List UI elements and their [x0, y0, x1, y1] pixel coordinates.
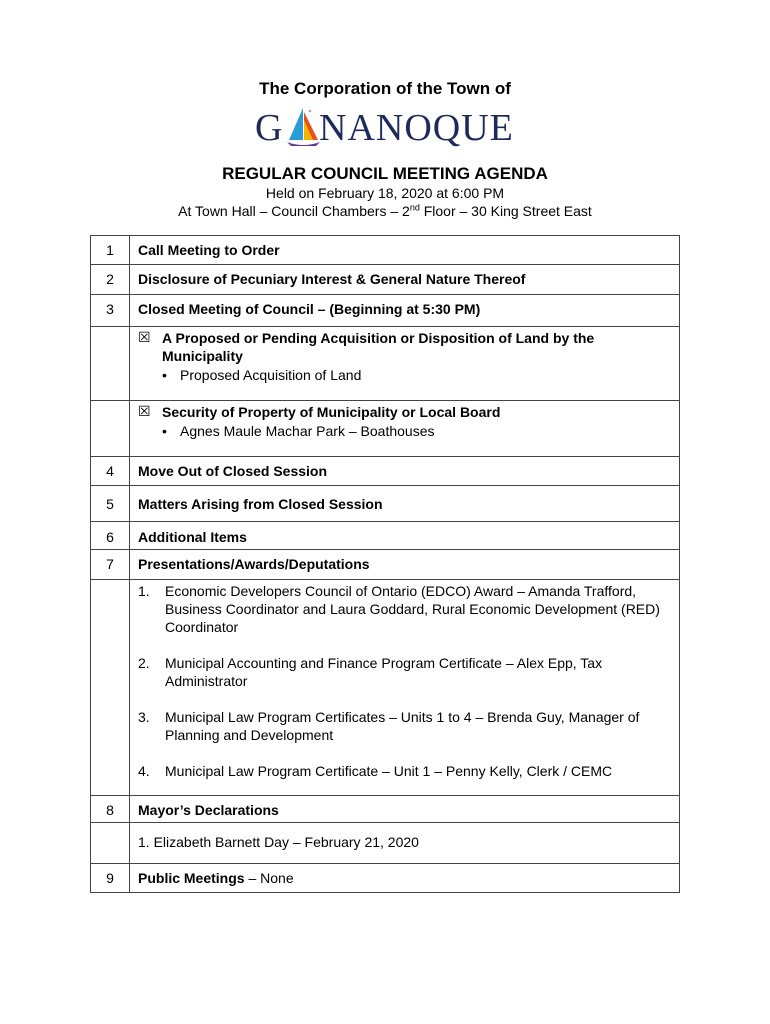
item-number: 4	[91, 457, 130, 486]
list-item: 3. Municipal Law Program Certificates – Units 1 to 4 – Brenda Guy, Manager of Planning and Development	[138, 709, 640, 743]
agenda-row-4	[91, 457, 680, 486]
item-title: Presentations/Awards/Deputations	[130, 550, 680, 580]
bullet-icon: •	[162, 423, 167, 439]
item-title: Additional Items	[130, 522, 680, 550]
subitem-bullet: Agnes Maule Machar Park – Boathouses	[180, 423, 435, 439]
item-number: 7	[91, 550, 130, 580]
item-number: 3	[91, 295, 130, 327]
item-title: Call Meeting to Order	[130, 236, 680, 265]
agenda-row-6	[91, 522, 680, 550]
agenda-row-3-sub-1	[91, 327, 680, 401]
logo-letter-g: G	[255, 107, 284, 149]
item-number: 9	[91, 864, 130, 893]
subitem-title: A Proposed or Pending Acquisition or Disposition of Land by the Municipality	[162, 330, 595, 364]
checked-box-icon: ☒	[138, 403, 151, 419]
agenda-row-3	[91, 295, 680, 327]
agenda-row-1	[91, 236, 680, 265]
item-number: 6	[91, 522, 130, 550]
agenda-row-2	[91, 265, 680, 295]
item-title: Move Out of Closed Session	[130, 457, 680, 486]
item-number: 1	[91, 236, 130, 265]
item-suffix: – None	[244, 870, 294, 886]
agenda-table	[90, 235, 680, 893]
item-number: 2	[91, 265, 130, 295]
item-number: 5	[91, 486, 130, 522]
agenda-title: REGULAR COUNCIL MEETING AGENDA	[222, 164, 548, 183]
item-title: Matters Arising from Closed Session	[130, 486, 680, 522]
checked-box-icon: ☒	[138, 329, 151, 345]
item-title: Public Meetings	[138, 870, 245, 886]
corporation-line: The Corporation of the Town of	[259, 79, 511, 98]
agenda-row-5	[91, 486, 680, 522]
declaration-entry: 1. Elizabeth Barnett Day – February 21, 2020	[130, 823, 680, 864]
agenda-row-7	[91, 550, 680, 580]
agenda-row-3-sub-2	[91, 401, 680, 457]
agenda-row-8	[91, 796, 680, 823]
bullet-icon: •	[162, 367, 167, 383]
subitem-bullet: Proposed Acquisition of Land	[180, 367, 362, 383]
agenda-row-9	[91, 864, 680, 893]
meeting-location: At Town Hall – Council Chambers – 2nd Floor – 30 King Street East	[178, 202, 592, 219]
meeting-date: Held on February 18, 2020 at 6:00 PM	[265, 185, 505, 201]
item-number: 8	[91, 796, 130, 823]
list-item: 1. Economic Developers Council of Ontario (EDCO) Award – Amanda Trafford, Business Coordinator and Laura Goddard, Rural Economic Development (RED) Coordinator	[138, 583, 660, 635]
agenda-row-7-list	[91, 580, 680, 796]
item-title: Closed Meeting of Council – (Beginning at 5:30 PM)	[130, 295, 680, 327]
sailboat-logo-icon	[283, 106, 323, 150]
document-header	[0, 78, 770, 220]
presentations-list	[138, 582, 671, 780]
agenda-row-8-entry	[91, 823, 680, 864]
logo-letters-nanoque: NANOQUE	[319, 107, 514, 149]
item-title: Disclosure of Pecuniary Interest & General Nature Thereof	[130, 265, 680, 295]
item-title: Mayor’s Declarations	[130, 796, 680, 823]
list-item: 2. Municipal Accounting and Finance Program Certificate – Alex Epp, Tax Administrator	[138, 655, 603, 689]
subitem-title: Security of Property of Municipality or Local Board	[162, 404, 501, 420]
town-logo	[255, 106, 515, 152]
list-item: 4. Municipal Law Program Certificate – Unit 1 – Penny Kelly, Clerk / CEMC	[138, 763, 613, 779]
